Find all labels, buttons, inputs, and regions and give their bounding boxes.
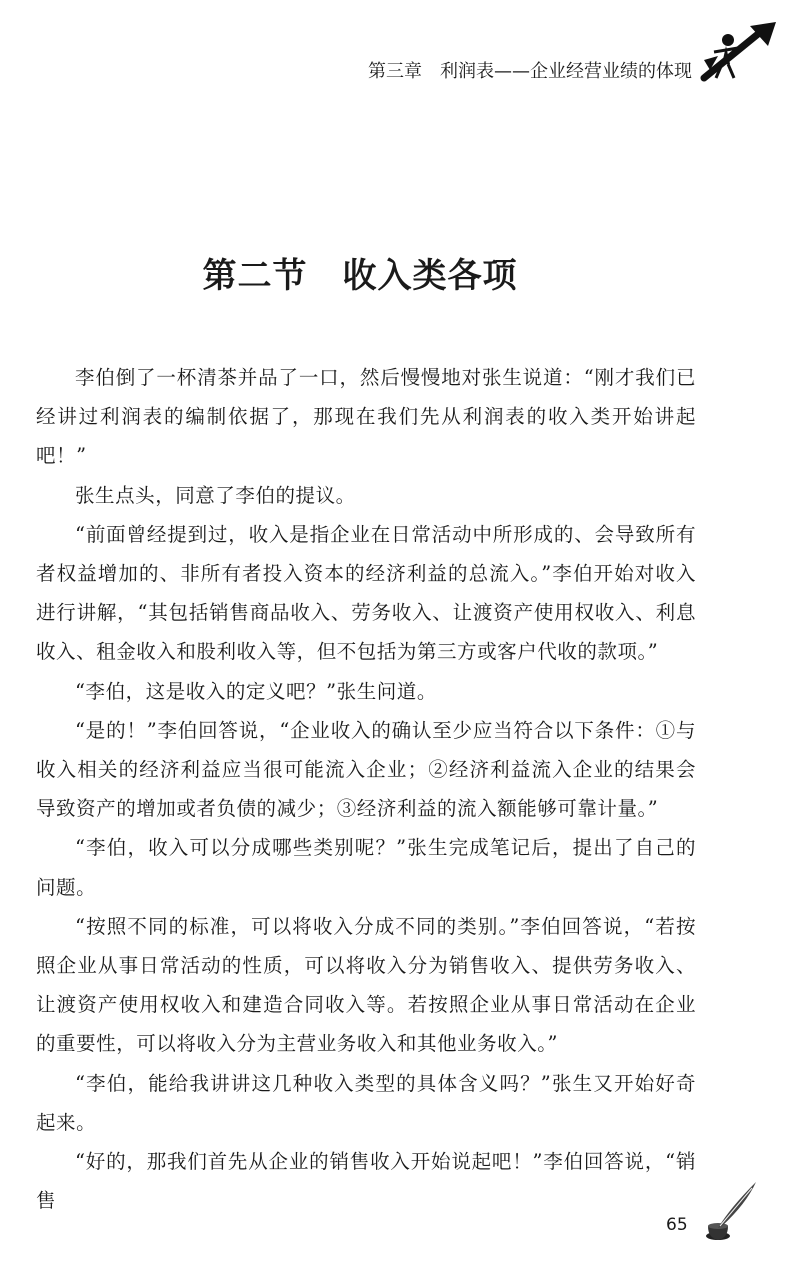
quill-ink-icon (700, 1178, 760, 1248)
page-number: 65 (666, 1215, 688, 1235)
businessman-arrow-icon (700, 20, 780, 84)
paragraph: 张生点头，同意了李伯的提议。 (75, 483, 356, 507)
section-title: 第二节 收入类各项 (202, 256, 518, 296)
paragraph: “好的，那我们首先从企业的销售收入开始说起吧！”李伯回答说，“销售 (36, 1150, 696, 1213)
paragraph: “是的！”李伯回答说，“企业收入的确认至少应当符合以下条件：①与收入相关的经济利益应当很可能流入企业；②经济利益流入企业的结果会导致资产的增加或者负债的减少；③经济利益的流入额能够可靠计量。” (36, 718, 696, 821)
paragraph: “李伯，这是收入的定义吧？”张生问道。 (75, 679, 437, 703)
running-header-title: 第三章 利润表——企业经营业绩的体现 (368, 61, 692, 82)
paragraph: “李伯，能给我讲讲这几种收入类型的具体含义吗？”张生又开始好奇起来。 (36, 1071, 696, 1134)
body-text (36, 358, 696, 1220)
paragraph: “按照不同的标准，可以将收入分成不同的类别。”李伯回答说，“若按照企业从事日常活动的性质，可以将收入分为销售收入、提供劳务收入、让渡资产使用权收入和建造合同收入等。若按照企业从事日常活动在企业的重要性，可以将收入分为主营业务收入和其他业务收入。” (36, 914, 696, 1056)
paragraph: 李伯倒了一杯清茶并品了一口，然后慢慢地对张生说道：“刚才我们已经讲过利润表的编制依据了，那现在我们先从利润表的收入类开始讲起吧！” (36, 366, 696, 468)
paragraph: “李伯，收入可以分成哪些类别呢？”张生完成笔记后，提出了自己的问题。 (36, 836, 696, 899)
paragraph: “前面曾经提到过，收入是指企业在日常活动中所形成的、会导致所有者权益增加的、非所有者投入资本的经济利益的总流入。”李伯开始对收入进行讲解，“其包括销售商品收入、劳务收入、让渡资产使用权收入、利息收入、租金收入和股利收入等，但不包括为第三方或客户代收的款项。” (36, 522, 696, 664)
